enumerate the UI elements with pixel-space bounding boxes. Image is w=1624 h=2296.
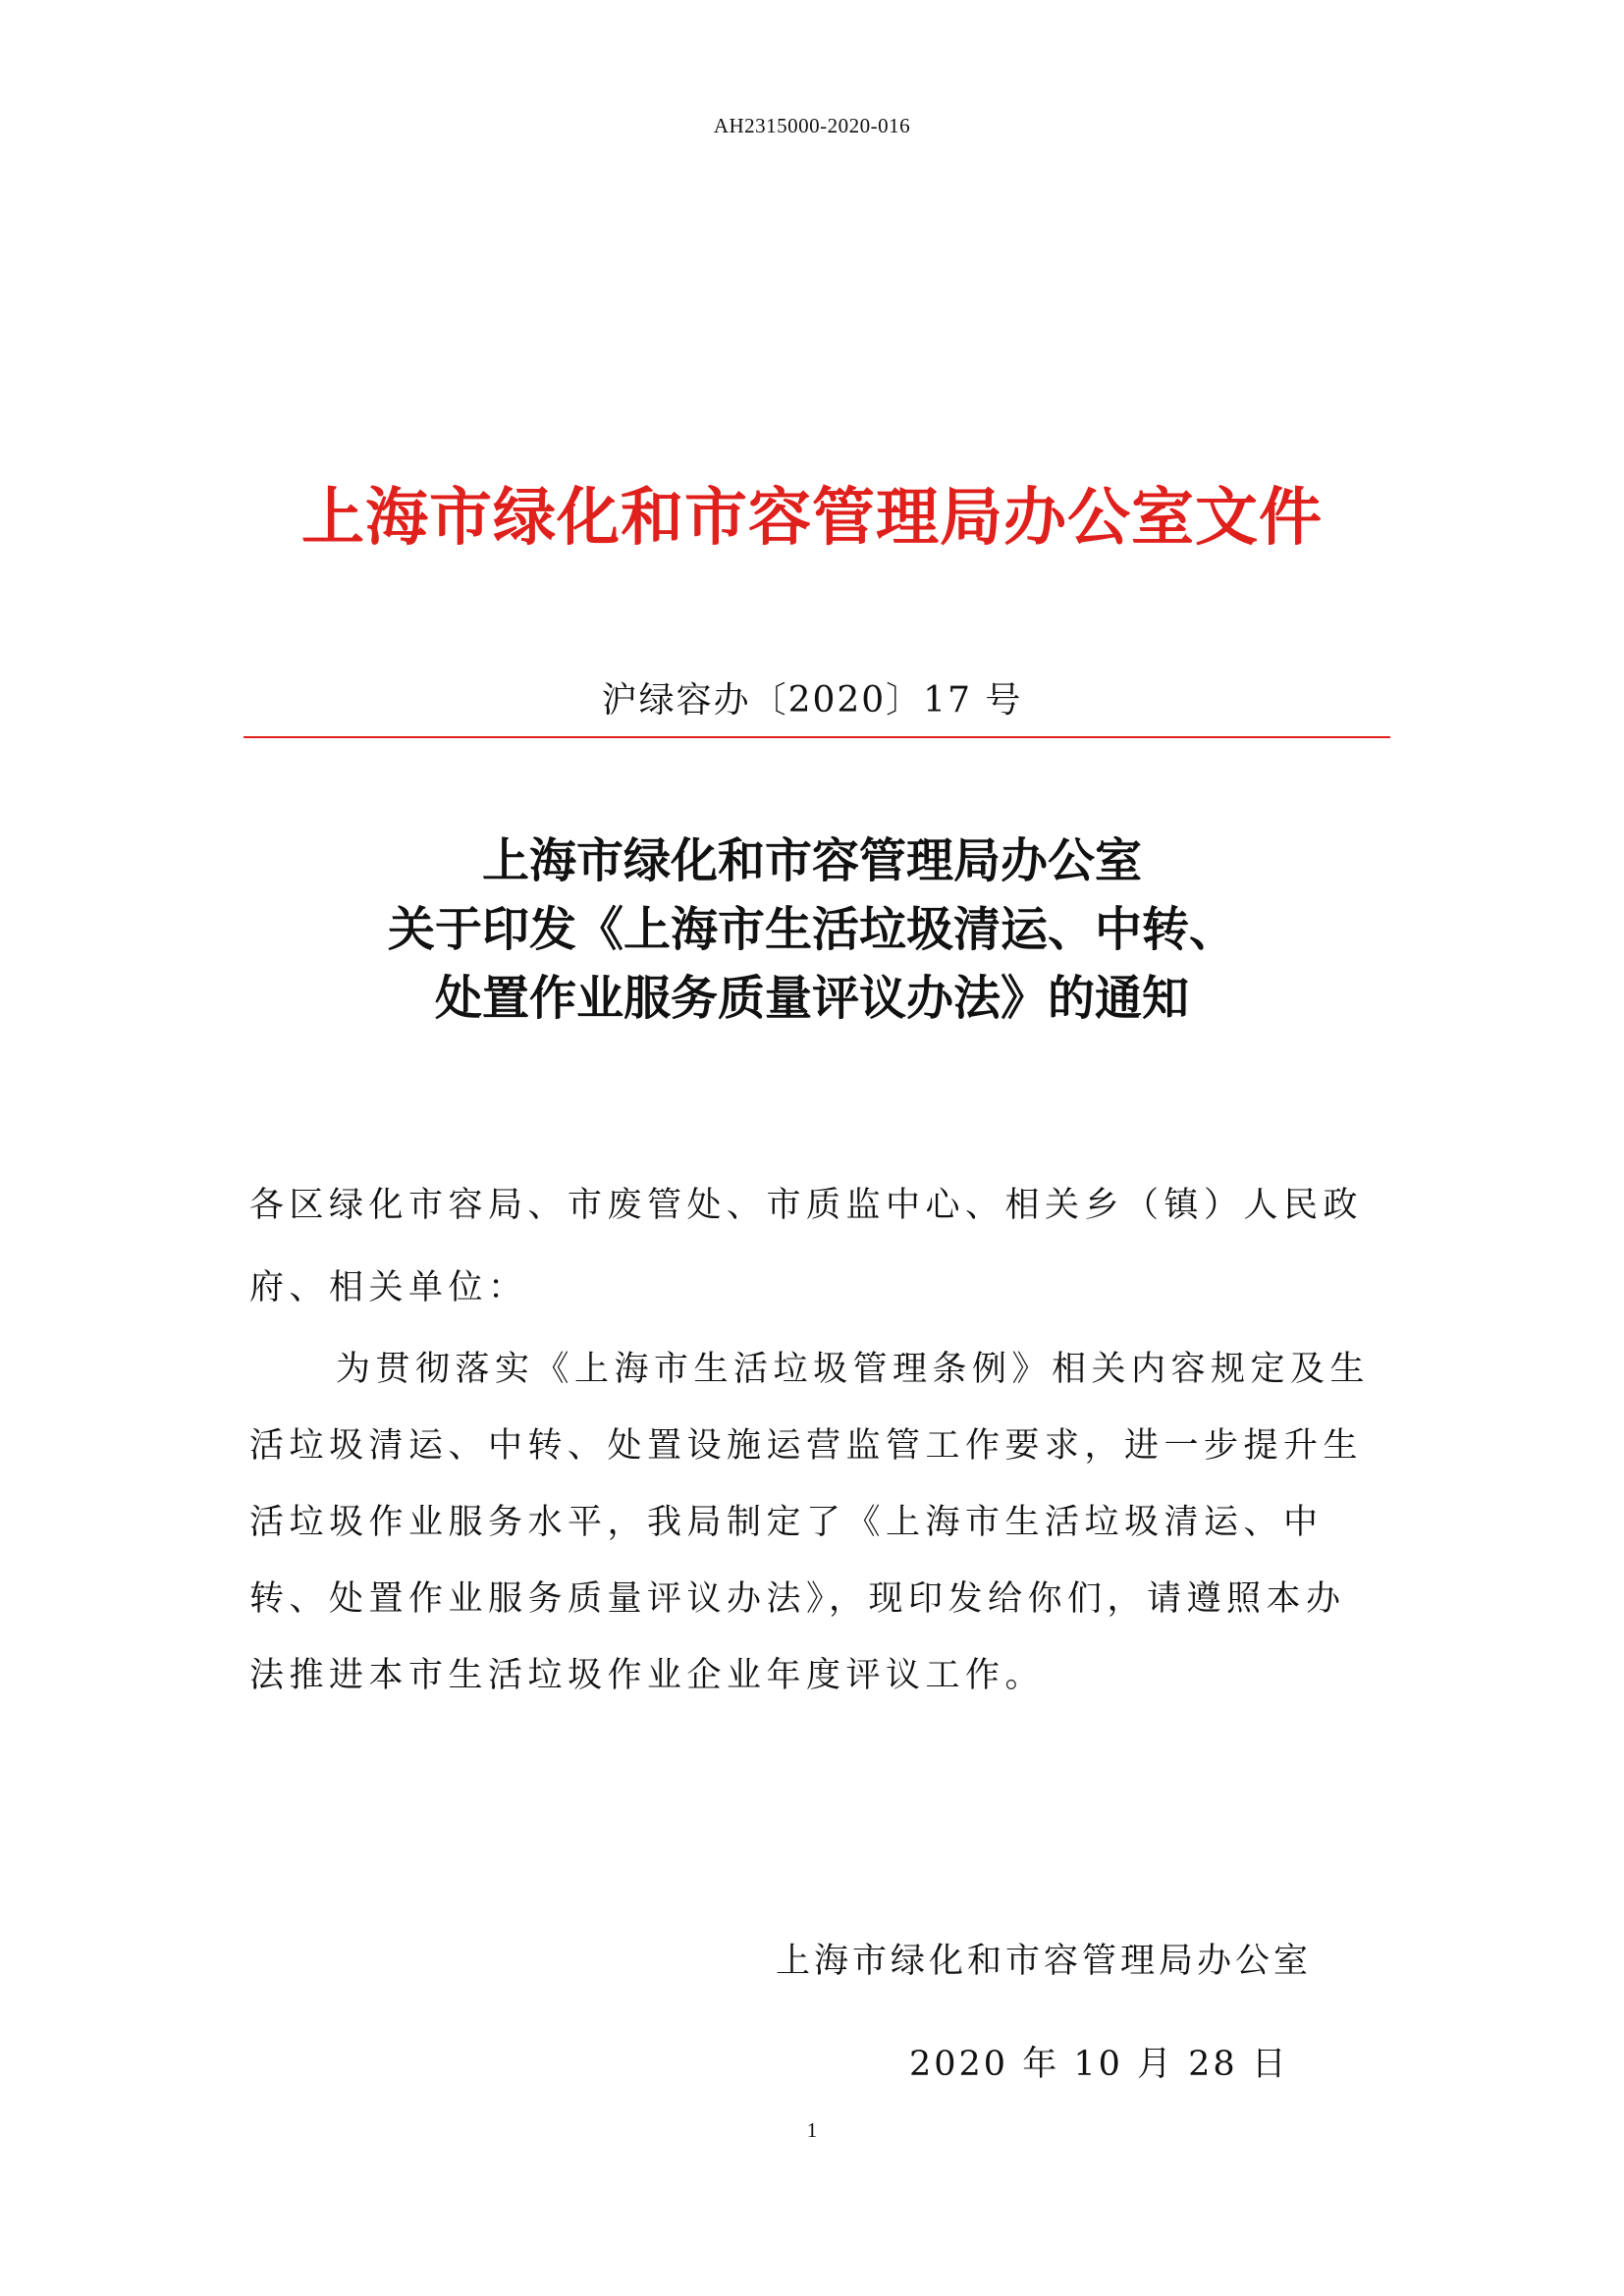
body-paragraph: 为贯彻落实《上海市生活垃圾管理条例》相关内容规定及生活垃圾清运、中转、处置设施运营监管工作要求，进一步提升生活垃圾作业服务水平，我局制定了《上海市生活垃圾清运、中转、处置作业服务质量评议办法》，现印发给你们，请遵照本办法推进本市生活垃圾作业企业年度评议工作。 bbox=[249, 1350, 1371, 1695]
issuer-header: 上海市绿化和市容管理局办公室文件 bbox=[301, 482, 1323, 555]
document-title bbox=[0, 827, 1624, 1033]
page-number: 1 bbox=[806, 2118, 818, 2142]
document-number: 沪绿容办〔2020〕17 号 bbox=[601, 680, 1023, 721]
title-line: 处置作业服务质量评议办法》的通知 bbox=[434, 971, 1189, 1026]
signature-issuer: 上海市绿化和市容管理局办公室 bbox=[776, 1942, 1313, 1981]
title-line: 上海市绿化和市容管理局办公室 bbox=[481, 833, 1142, 888]
signature-date: 2020 年 10 月 28 日 bbox=[909, 2045, 1289, 2084]
salutation: 各区绿化市容局、市废管处、市质监中心、相关乡（镇）人民政府、相关单位： bbox=[249, 1186, 1364, 1308]
document-code: AH2315000-2020-016 bbox=[713, 114, 911, 137]
title-line: 关于印发《上海市生活垃圾清运、中转、 bbox=[387, 902, 1236, 957]
red-divider bbox=[244, 736, 1390, 738]
